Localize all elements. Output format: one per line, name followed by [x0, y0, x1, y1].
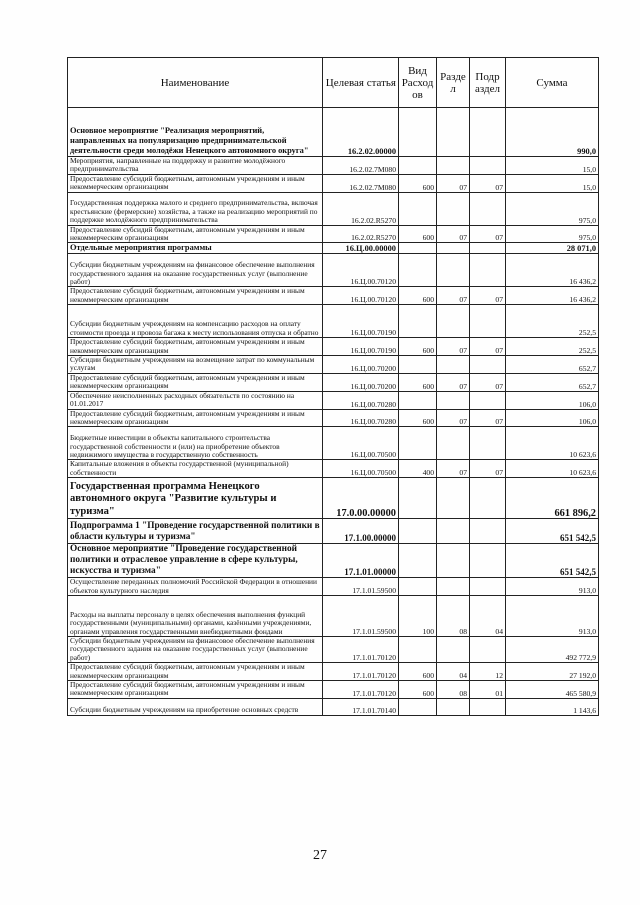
row-target-code: 16.Ц.00.70280 — [323, 391, 399, 409]
row-name: Бюджетные инвестиции в объекты капитального строительства государственной собственности и (или) на приобретение объектов недвижимого имущества в государственную собственность — [68, 427, 323, 460]
table-row — [68, 174, 599, 192]
row-target-code: 16.Ц.00.70190 — [323, 338, 399, 356]
row-sum: 651 542,5 — [506, 544, 599, 578]
row-sum: 16 436,2 — [506, 254, 599, 287]
row-section: 08 — [437, 680, 470, 698]
header-subsection: Подр аздел — [470, 58, 506, 108]
table-row — [68, 578, 599, 596]
row-target-code: 16.2.02.7М080 — [323, 157, 399, 175]
row-name: Расходы на выплаты персоналу в целях обеспечения выполнения функций государственными (муниципальными) органами, казёнными учреждениями, органами управления государственными внебюджетными фондами — [68, 595, 323, 636]
table-row — [68, 595, 599, 636]
row-section: 07 — [437, 409, 470, 427]
row-sum: 652,7 — [506, 373, 599, 391]
table-row — [68, 427, 599, 460]
table-row — [68, 636, 599, 662]
row-subsection — [470, 157, 506, 175]
row-expense-type — [399, 108, 437, 157]
row-name: Капитальные вложения в объекты государственной (муниципальной) собственности — [68, 460, 323, 478]
row-expense-type — [399, 157, 437, 175]
row-target-code: 17.0.00.00000 — [323, 478, 399, 519]
row-section — [437, 157, 470, 175]
row-subsection — [470, 636, 506, 662]
row-expense-type: 600 — [399, 680, 437, 698]
row-target-code: 17.1.01.59500 — [323, 578, 399, 596]
row-expense-type: 600 — [399, 373, 437, 391]
row-section: 04 — [437, 663, 470, 681]
row-name: Государственная программа Ненецкого автономного округа "Развитие культуры и туризма" — [68, 478, 323, 519]
row-sum: 913,0 — [506, 578, 599, 596]
row-sum: 10 623,6 — [506, 460, 599, 478]
row-sum: 990,0 — [506, 108, 599, 157]
row-section — [437, 305, 470, 338]
row-section — [437, 254, 470, 287]
row-subsection — [470, 519, 506, 544]
row-sum: 106,0 — [506, 391, 599, 409]
row-sum: 652,7 — [506, 356, 599, 374]
row-section — [437, 636, 470, 662]
table-body — [68, 108, 599, 716]
row-sum: 661 896,2 — [506, 478, 599, 519]
row-name: Осуществление переданных полномочий Российской Федерации в отношении объектов культурного наследия — [68, 578, 323, 596]
row-name: Субсидии бюджетным учреждениям на возмещение затрат по коммунальным услугам — [68, 356, 323, 374]
row-section — [437, 192, 470, 225]
row-target-code: 16.2.02.7М080 — [323, 174, 399, 192]
row-target-code: 17.1.01.59500 — [323, 595, 399, 636]
row-expense-type — [399, 427, 437, 460]
table-row — [68, 460, 599, 478]
row-section: 07 — [437, 373, 470, 391]
row-target-code: 17.1.01.70120 — [323, 680, 399, 698]
row-sum: 252,5 — [506, 338, 599, 356]
row-subsection: 04 — [470, 595, 506, 636]
row-expense-type — [399, 544, 437, 578]
row-name: Предоставление субсидий бюджетным, автономным учреждениям и иным некоммерческим организациям — [68, 174, 323, 192]
row-target-code: 16.Ц.00.70280 — [323, 409, 399, 427]
table-header-row — [68, 58, 599, 108]
row-subsection — [470, 427, 506, 460]
row-name: Предоставление субсидий бюджетным, автономным учреждениям и иным некоммерческим организациям — [68, 373, 323, 391]
row-expense-type: 600 — [399, 338, 437, 356]
row-section — [437, 519, 470, 544]
row-expense-type: 600 — [399, 287, 437, 305]
row-expense-type — [399, 305, 437, 338]
row-name: Предоставление субсидий бюджетным, автономным учреждениям и иным некоммерческим организациям — [68, 287, 323, 305]
row-section — [437, 478, 470, 519]
row-section — [437, 427, 470, 460]
table-row — [68, 519, 599, 544]
table-row — [68, 478, 599, 519]
table-row — [68, 243, 599, 254]
header-target: Целевая статья — [323, 58, 399, 108]
row-name: Обеспечение неисполненных расходных обязательств по состоянию на 01.01.2017 — [68, 391, 323, 409]
row-name: Государственная поддержка малого и среднего предпринимательства, включая крестьянские (фермерские) хозяйства, а также на реализацию мероприятий по поддержке молодёжного предпринимательства — [68, 192, 323, 225]
row-target-code: 16.Ц.00.70200 — [323, 356, 399, 374]
row-name: Субсидии бюджетным учреждениям на приобретение основных средств — [68, 698, 323, 715]
row-subsection — [470, 544, 506, 578]
row-subsection — [470, 192, 506, 225]
header-name: Наименование — [68, 58, 323, 108]
budget-table — [67, 57, 599, 716]
row-expense-type — [399, 478, 437, 519]
table-row — [68, 544, 599, 578]
row-name: Основное мероприятие "Реализация мероприятий, направленных на популяризацию предпринимательской деятельности среди молодёжи Ненецкого автономного округа" — [68, 108, 323, 157]
row-section — [437, 243, 470, 254]
row-target-code: 16.2.02.R5270 — [323, 225, 399, 243]
row-subsection — [470, 243, 506, 254]
table-row — [68, 108, 599, 157]
row-sum: 106,0 — [506, 409, 599, 427]
row-subsection: 07 — [470, 338, 506, 356]
row-expense-type — [399, 254, 437, 287]
row-target-code: 16.Ц.00.00000 — [323, 243, 399, 254]
row-subsection — [470, 478, 506, 519]
row-section — [437, 698, 470, 715]
header-section: Разде л — [437, 58, 470, 108]
row-sum: 975,0 — [506, 225, 599, 243]
row-sum: 913,0 — [506, 595, 599, 636]
table-row — [68, 338, 599, 356]
row-expense-type — [399, 519, 437, 544]
row-sum: 15,0 — [506, 174, 599, 192]
row-name: Мероприятия, направленные на поддержку и развитие молодёжного предпринимательства — [68, 157, 323, 175]
row-subsection — [470, 578, 506, 596]
row-subsection: 07 — [470, 174, 506, 192]
row-sum: 15,0 — [506, 157, 599, 175]
row-target-code: 17.1.00.00000 — [323, 519, 399, 544]
row-expense-type — [399, 636, 437, 662]
row-subsection — [470, 356, 506, 374]
row-section — [437, 391, 470, 409]
row-name: Предоставление субсидий бюджетным, автономным учреждениям и иным некоммерческим организациям — [68, 225, 323, 243]
row-sum: 16 436,2 — [506, 287, 599, 305]
row-section — [437, 578, 470, 596]
header-type: Вид Расход ов — [399, 58, 437, 108]
row-target-code: 17.1.01.70120 — [323, 636, 399, 662]
row-subsection: 07 — [470, 409, 506, 427]
row-sum: 465 580,9 — [506, 680, 599, 698]
row-subsection: 07 — [470, 460, 506, 478]
row-subsection: 07 — [470, 373, 506, 391]
row-subsection — [470, 391, 506, 409]
row-expense-type — [399, 192, 437, 225]
row-name: Основное мероприятие "Проведение государственной политики и отраслевое управление в сфере культуры, искусства и туризма" — [68, 544, 323, 578]
row-name: Подпрограмма 1 "Проведение государственной политики в области культуры и туризма" — [68, 519, 323, 544]
row-subsection — [470, 698, 506, 715]
table-row — [68, 225, 599, 243]
row-expense-type — [399, 578, 437, 596]
row-expense-type — [399, 391, 437, 409]
row-name: Субсидии бюджетным учреждениям на финансовое обеспечение выполнения государственного задания на оказание государственных услуг (выполнение работ) — [68, 254, 323, 287]
row-name: Предоставление субсидий бюджетным, автономным учреждениям и иным некоммерческим организациям — [68, 338, 323, 356]
table-row — [68, 287, 599, 305]
header-sum: Сумма — [506, 58, 599, 108]
row-sum: 10 623,6 — [506, 427, 599, 460]
row-subsection: 12 — [470, 663, 506, 681]
row-name: Субсидии бюджетным учреждениям на компенсацию расходов на оплату стоимости проезда и провоза багажа к месту использования отпуска и обратно — [68, 305, 323, 338]
row-subsection: 07 — [470, 287, 506, 305]
row-name: Предоставление субсидий бюджетным, автономным учреждениям и иным некоммерческим организациям — [68, 409, 323, 427]
row-subsection: 07 — [470, 225, 506, 243]
row-target-code: 16.Ц.00.70500 — [323, 427, 399, 460]
row-target-code: 16.2.02.00000 — [323, 108, 399, 157]
row-target-code: 17.1.01.70120 — [323, 663, 399, 681]
table-row — [68, 157, 599, 175]
row-name: Предоставление субсидий бюджетным, автономным учреждениям и иным некоммерческим организациям — [68, 680, 323, 698]
row-target-code: 17.1.01.00000 — [323, 544, 399, 578]
row-expense-type: 100 — [399, 595, 437, 636]
row-section: 07 — [437, 174, 470, 192]
row-expense-type — [399, 698, 437, 715]
row-sum: 27 192,0 — [506, 663, 599, 681]
row-section: 07 — [437, 460, 470, 478]
row-section — [437, 356, 470, 374]
row-target-code: 17.1.01.70140 — [323, 698, 399, 715]
row-name: Предоставление субсидий бюджетным, автономным учреждениям и иным некоммерческим организациям — [68, 663, 323, 681]
row-section: 07 — [437, 287, 470, 305]
row-target-code: 16.Ц.00.70190 — [323, 305, 399, 338]
row-target-code: 16.Ц.00.70120 — [323, 254, 399, 287]
row-target-code: 16.2.02.R5270 — [323, 192, 399, 225]
table-row — [68, 391, 599, 409]
row-subsection — [470, 254, 506, 287]
row-sum: 252,5 — [506, 305, 599, 338]
table-row — [68, 356, 599, 374]
table-row — [68, 192, 599, 225]
row-section: 07 — [437, 225, 470, 243]
table-row — [68, 305, 599, 338]
row-target-code: 16.Ц.00.70500 — [323, 460, 399, 478]
table-row — [68, 663, 599, 681]
table-row — [68, 373, 599, 391]
row-section: 08 — [437, 595, 470, 636]
table-row — [68, 680, 599, 698]
row-expense-type: 600 — [399, 663, 437, 681]
row-subsection — [470, 108, 506, 157]
row-section — [437, 544, 470, 578]
row-sum: 28 071,0 — [506, 243, 599, 254]
row-expense-type — [399, 243, 437, 254]
row-sum: 975,0 — [506, 192, 599, 225]
row-expense-type: 600 — [399, 225, 437, 243]
table-row — [68, 698, 599, 715]
row-expense-type — [399, 356, 437, 374]
row-sum: 1 143,6 — [506, 698, 599, 715]
table-row — [68, 254, 599, 287]
row-expense-type: 600 — [399, 174, 437, 192]
row-section — [437, 108, 470, 157]
row-subsection: 01 — [470, 680, 506, 698]
row-target-code: 16.Ц.00.70200 — [323, 373, 399, 391]
row-expense-type: 600 — [399, 409, 437, 427]
row-target-code: 16.Ц.00.70120 — [323, 287, 399, 305]
row-name: Субсидии бюджетным учреждениям на финансовое обеспечение выполнения государственного задания на оказание государственных услуг (выполнение работ) — [68, 636, 323, 662]
row-sum: 651 542,5 — [506, 519, 599, 544]
table-row — [68, 409, 599, 427]
row-name: Отдельные мероприятия программы — [68, 243, 323, 254]
row-sum: 492 772,9 — [506, 636, 599, 662]
row-subsection — [470, 305, 506, 338]
row-section: 07 — [437, 338, 470, 356]
page-number: 27 — [313, 848, 327, 863]
row-expense-type: 400 — [399, 460, 437, 478]
